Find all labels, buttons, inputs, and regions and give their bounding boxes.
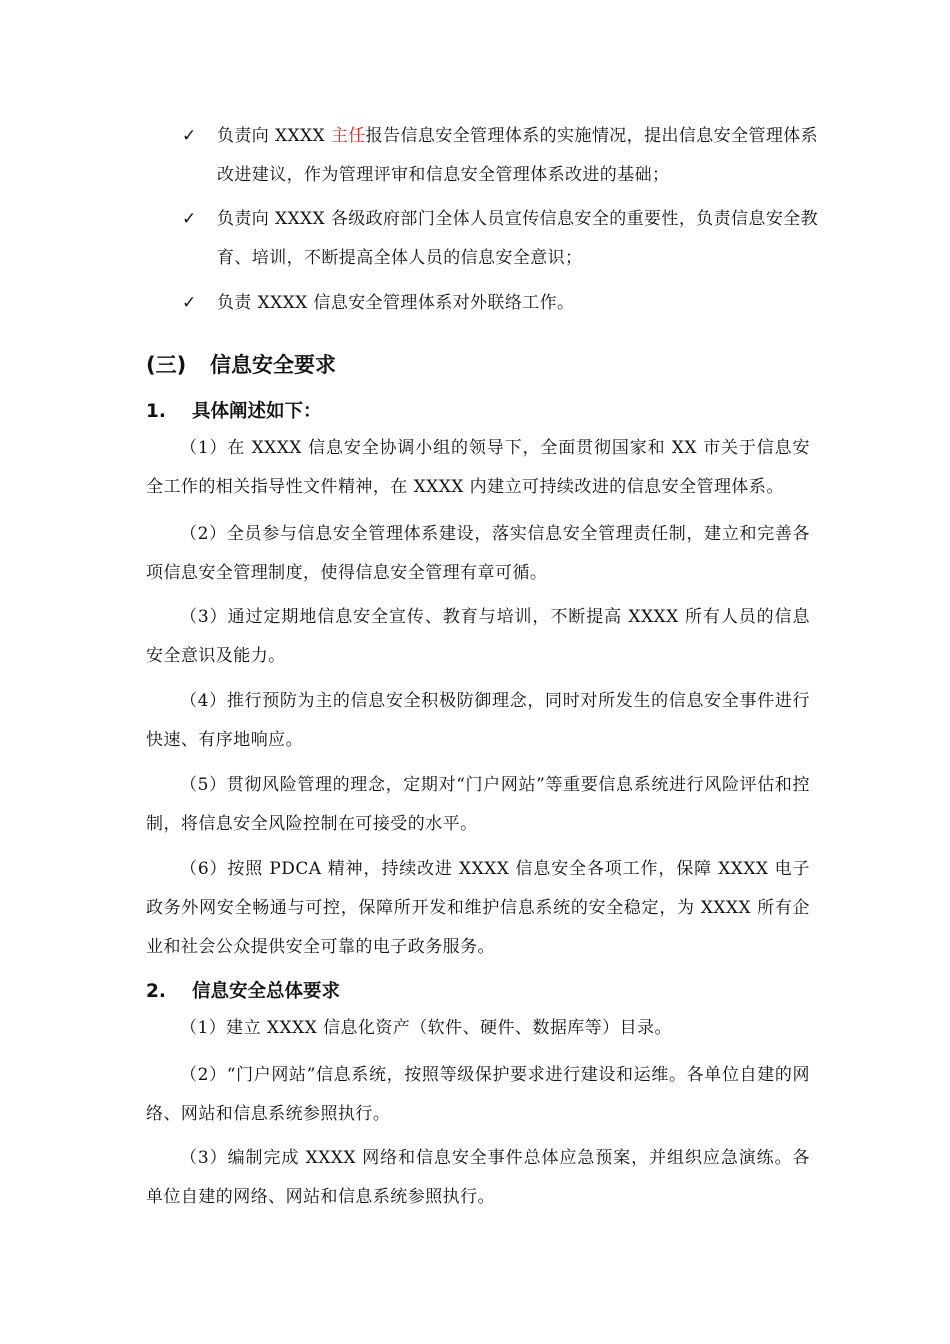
- bullet-item: [182, 200, 822, 278]
- check-icon: ✓: [182, 293, 197, 313]
- section-number: (三): [146, 353, 187, 377]
- section-heading: [146, 345, 336, 385]
- paragraph: （2）“门户网站”信息系统，按照等级保护要求进行建设和运维。各单位自建的网络、网站和信息系统参照执行。: [146, 1065, 810, 1124]
- paragraph: （1）建立 XXXX 信息化资产（软件、硬件、数据库等）目录。: [180, 1018, 672, 1038]
- paragraph: （4）推行预防为主的信息安全积极防御理念，同时对所发生的信息安全事件进行快速、有序地响应。: [146, 691, 810, 750]
- subsection-number: 2.: [146, 981, 166, 1002]
- bullet-text: 负责向 XXXX 各级政府部门全体人员宣传信息安全的重要性，负责信息安全教育、培训，不断提高全体人员的信息安全意识；: [217, 209, 819, 268]
- section-title: 信息安全要求: [210, 353, 336, 377]
- paragraph: （3）编制完成 XXXX 网络和信息安全事件总体应急预案，并组织应急演练。各单位自建的网络、网站和信息系统参照执行。: [146, 1148, 810, 1207]
- paragraph: （2）全员参与信息安全管理体系建设，落实信息安全管理责任制，建立和完善各项信息安全管理制度，使得信息安全管理有章可循。: [146, 524, 810, 583]
- subsection-title: 信息安全总体要求: [192, 981, 341, 1002]
- bullet-text: 负责向 XXXX 主任报告信息安全管理体系的实施情况，提出信息安全管理体系改进建议，作为管理评审和信息安全管理体系改进的基础；: [217, 126, 819, 185]
- paragraph: （3）通过定期地信息安全宣传、教育与培训，不断提高 XXXX 所有人员的信息安全意识及能力。: [146, 607, 810, 666]
- paragraph: （6）按照 PDCA 精神，持续改进 XXXX 信息安全各项工作，保障 XXXX 电子政务外网安全畅通与可控，保障所开发和维护信息系统的安全稳定，为 XXXX 所有企业和社会公众提供安全可靠的电子政务服务。: [146, 859, 810, 957]
- subsection-heading: [146, 394, 322, 430]
- paragraph: （5）贯彻风险管理的理念，定期对“门户网站”等重要信息系统进行风险评估和控制，将信息安全风险控制在可接受的水平。: [146, 775, 810, 834]
- highlighted-text: 主任: [330, 126, 366, 146]
- bullet-text: 负责 XXXX 信息安全管理体系对外联络工作。: [217, 293, 575, 313]
- subsection-heading: [146, 974, 340, 1010]
- subsection-title: 具体阐述如下：: [192, 401, 322, 422]
- subsection-number: 1.: [146, 401, 166, 422]
- check-icon: ✓: [182, 209, 197, 229]
- bullet-item: [182, 117, 822, 195]
- paragraph: （1）在 XXXX 信息安全协调小组的领导下，全面贯彻国家和 XX 市关于信息安全工作的相关指导性文件精神，在 XXXX 内建立可持续改进的信息安全管理体系。: [146, 438, 810, 497]
- bullet-item: [182, 284, 822, 323]
- check-icon: ✓: [182, 126, 197, 146]
